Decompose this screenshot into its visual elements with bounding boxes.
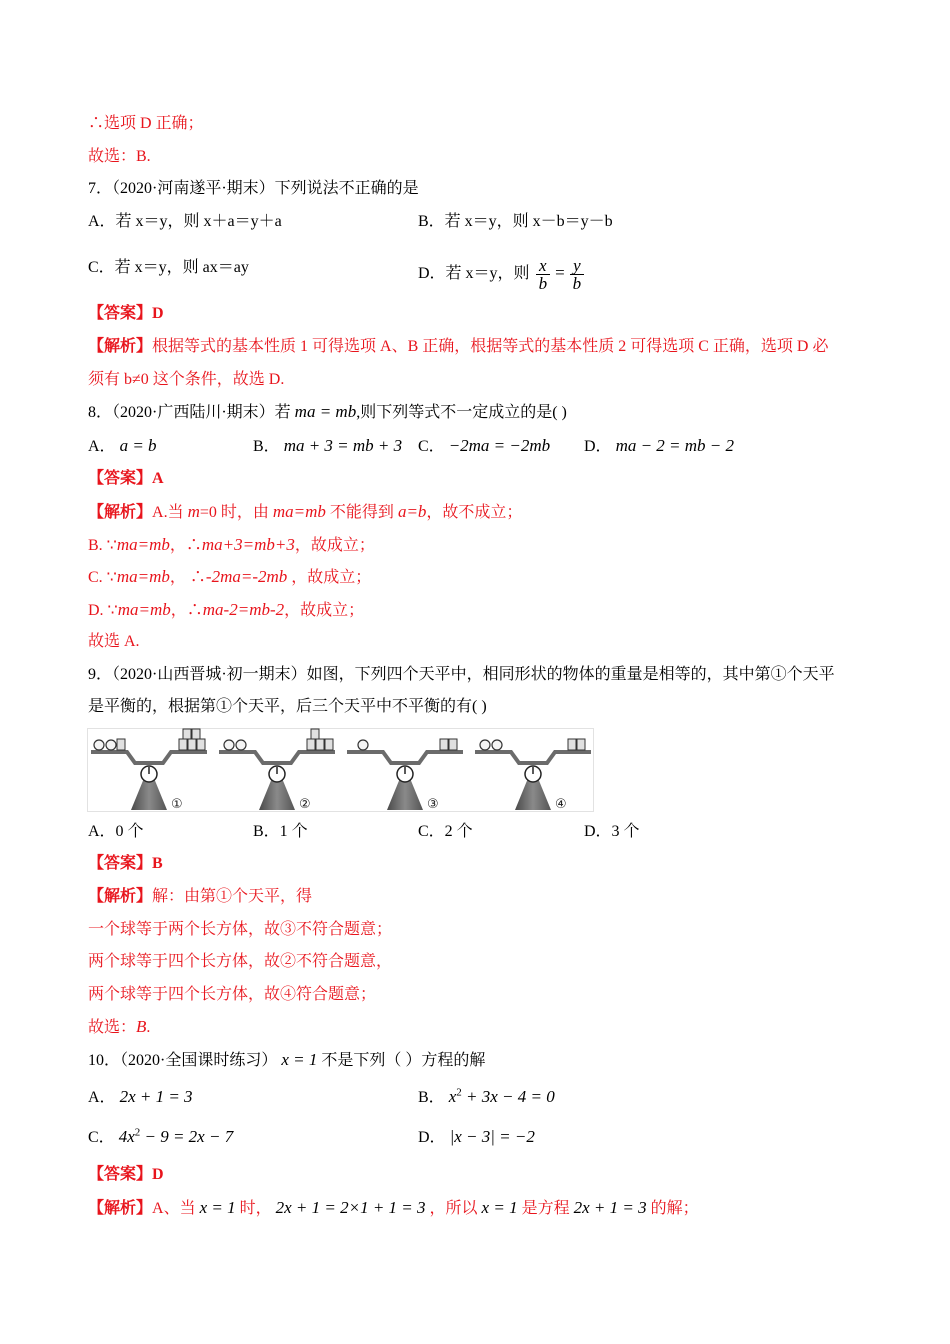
analysis-math: ma=mb [117,600,171,619]
option-letter: D． [418,1129,446,1146]
q7-analysis-line-2: 须有 b≠0 这个条件，故选 D. [88,371,285,388]
analysis-math: x = 1 [199,1198,236,1217]
q9-option-b: B．1 个 [253,823,308,840]
q10-stem-question: 不是下列（ ）方程的解 [317,1052,486,1069]
math-rest: + 3x − 4 = 0 [461,1087,555,1106]
balance-label: ① [171,797,183,812]
fraction-denominator: b [538,274,548,293]
analysis-math: x = 1 [481,1198,518,1217]
cylinder [183,729,191,739]
cylinder [192,729,200,739]
analysis-text: ，∴ [169,537,202,554]
q10-option-d [418,1126,535,1148]
conclusion-period: . [146,1019,151,1036]
option-letter: A． [88,438,116,455]
math-exponent: 2 [134,1126,141,1139]
math-base: x [448,1087,457,1106]
option-math: |x − 3| = −2 [449,1127,535,1146]
q7-option-d-prefix: D．若 x＝y，则 [418,265,530,283]
q8-option-d [584,435,734,457]
option-letter: B． [253,438,280,455]
ball [236,740,246,750]
q7-option-a: A．若 x＝y，则 x＋a＝y＋a [88,213,282,230]
q9-answer: 【答案】B [88,855,163,872]
q8-conclusion: 故选 A. [88,633,140,650]
analysis-tag: 【解析】 [88,504,153,521]
option-math [119,1127,234,1146]
analysis-text: 时， [235,1200,276,1217]
math-exponent: 2 [456,1086,462,1099]
cylinder [325,739,333,750]
ball [94,740,104,750]
analysis-text: ，故不成立； [426,504,523,521]
q9-analysis-line-2: 一个球等于两个长方体，故③不符合题意； [88,921,393,938]
cylinder [577,739,585,750]
q9-option-d: D．3 个 [584,823,640,840]
q7-option-d-right-fraction [570,257,585,292]
analysis-text: ，所以 [425,1200,482,1217]
q10-option-a [88,1086,193,1108]
analysis-math: ma=mb [116,535,170,554]
analysis-text: A.当 [152,504,188,521]
analysis-math: ma+3=mb+3 [201,535,295,554]
analysis-text: =0 时，由 [199,504,273,521]
analysis-math: ma=mb [272,502,326,521]
q10-answer: 【答案】D [88,1166,164,1183]
q9-option-c: C．2 个 [418,823,473,840]
analysis-text: ，∴ [170,602,203,619]
balance-label: ③ [427,797,439,812]
cylinder [188,739,196,750]
q9-stem-line-1: 9．（2020·山西晋城·初一期末）如图，下列四个天平中，相同形状的物体的重量是相等的，其中第①个天平 [88,666,835,683]
fraction-denominator: b [572,274,582,293]
q7-stem: 7．（2020·河南遂平·期末）下列说法不正确的是 [88,180,419,197]
analysis-text: B. ∵ [88,537,117,554]
cylinder [311,729,319,739]
fraction-numerator: x [536,257,551,275]
q9-balance-figure [87,728,594,812]
analysis-math: -2ma=-2mb [205,567,288,586]
q10-stem-source: 10．（2020·全国课时练习） [88,1052,282,1069]
ball [224,740,234,750]
q8-analysis-line-2 [88,534,375,556]
equals-sign: = [555,263,565,283]
analysis-tag: 【解析】 [88,338,153,355]
option-math: ma + 3 = mb + 3 [283,436,403,455]
q10-option-c [88,1126,233,1148]
analysis-text: ， ∴ [169,569,206,586]
balance-label: ② [299,797,311,812]
ball [480,740,490,750]
balance-label: ④ [555,797,567,812]
q8-option-c [418,435,550,457]
cylinder [179,739,187,750]
q7-option-b: B．若 x＝y，则 x－b＝y－b [418,213,613,230]
q7-option-d-left-fraction [536,257,551,292]
analysis-math: ma-2=mb-2 [202,600,285,619]
option-letter: C． [418,438,445,455]
analysis-text: 解：由第①个天平，得 [152,888,313,905]
q9-conclusion [88,1016,150,1038]
option-math: −2ma = −2mb [448,436,551,455]
analysis-text: ，故成立； [287,569,372,586]
math-base: 4x [118,1127,135,1146]
fraction-numerator: y [570,257,585,275]
q10-stem-math: x = 1 [281,1050,318,1069]
analysis-text: 根据等式的基本性质 1 可得选项 A、B 正确，根据等式的基本性质 2 可得选项 C 正确，选项 D 必 [152,338,829,355]
ball [358,740,368,750]
option-letter: B． [418,1089,445,1106]
q7-answer: 【答案】D [88,305,164,322]
conclusion-choice: B [136,1017,147,1036]
option-letter: D． [584,438,612,455]
cylinder [316,739,324,750]
analysis-math: a=b [397,502,427,521]
q8-option-a [88,435,157,457]
figure-frame [88,729,594,812]
q9-analysis-line-4: 两个球等于四个长方体，故④符合题意； [88,986,377,1003]
q10-analysis-line-1 [88,1197,699,1219]
cylinder [117,739,125,750]
ball [106,740,116,750]
conclusion-text: 故选： [88,1019,137,1036]
cylinder [307,739,315,750]
q9-stem-line-2: 是平衡的，根据第①个天平，后三个天平中不平衡的有( ) [88,698,487,715]
ball [492,740,502,750]
analysis-text: ，故成立； [294,537,375,554]
q8-stem-source: 8．（2020·广西陆川·期末）若 [88,404,295,421]
cylinder [197,739,205,750]
q7-analysis-line-1 [88,336,828,358]
math-rest: − 9 = 2x − 7 [140,1127,234,1146]
analysis-tag: 【解析】 [88,888,153,905]
q8-answer: 【答案】A [88,470,164,487]
analysis-math: ma=mb [116,567,170,586]
q7-option-c: C．若 x＝y，则 ax＝ay [88,259,249,276]
q6-conclusion: ∴选项 D 正确； [88,115,204,132]
q10-option-b [418,1086,555,1108]
analysis-text: D. ∵ [88,602,118,619]
q9-option-a: A．0 个 [88,823,144,840]
analysis-text: A、当 [152,1200,200,1217]
q6-choice: 故选：B. [88,148,151,165]
option-math: 2x + 1 = 3 [119,1087,193,1106]
cylinder [568,739,576,750]
analysis-math: m [187,502,200,521]
analysis-math: 2x + 1 = 3 [573,1198,647,1217]
analysis-text: 是方程 [517,1200,574,1217]
option-math [449,1087,555,1106]
option-letter: A． [88,1089,116,1106]
q9-analysis-line-3: 两个球等于四个长方体，故②不符合题意， [88,953,393,970]
analysis-text: C. ∵ [88,569,117,586]
analysis-math: 2x + 1 = 2×1 + 1 = 3 [275,1198,426,1217]
analysis-text: 不能得到 [325,504,398,521]
q8-analysis-line-4 [88,599,364,621]
q8-stem-question: ,则下列等式不一定成立的是( ) [356,404,567,421]
q8-option-b [253,435,402,457]
q8-analysis-line-3 [88,566,371,588]
cylinder [440,739,448,750]
q9-analysis-line-1 [88,886,312,908]
option-math: a = b [119,436,157,455]
analysis-text: 的解； [646,1200,699,1217]
option-letter: C． [88,1129,115,1146]
analysis-tag: 【解析】 [88,1200,153,1217]
cylinder [449,739,457,750]
q8-stem-math: ma = mb [294,402,357,421]
q7-option-d [418,256,586,293]
q10-stem [88,1049,485,1071]
option-math: ma − 2 = mb − 2 [615,436,735,455]
analysis-text: ，故成立； [284,602,365,619]
q8-stem [88,401,567,423]
q8-analysis-line-1 [88,501,522,523]
